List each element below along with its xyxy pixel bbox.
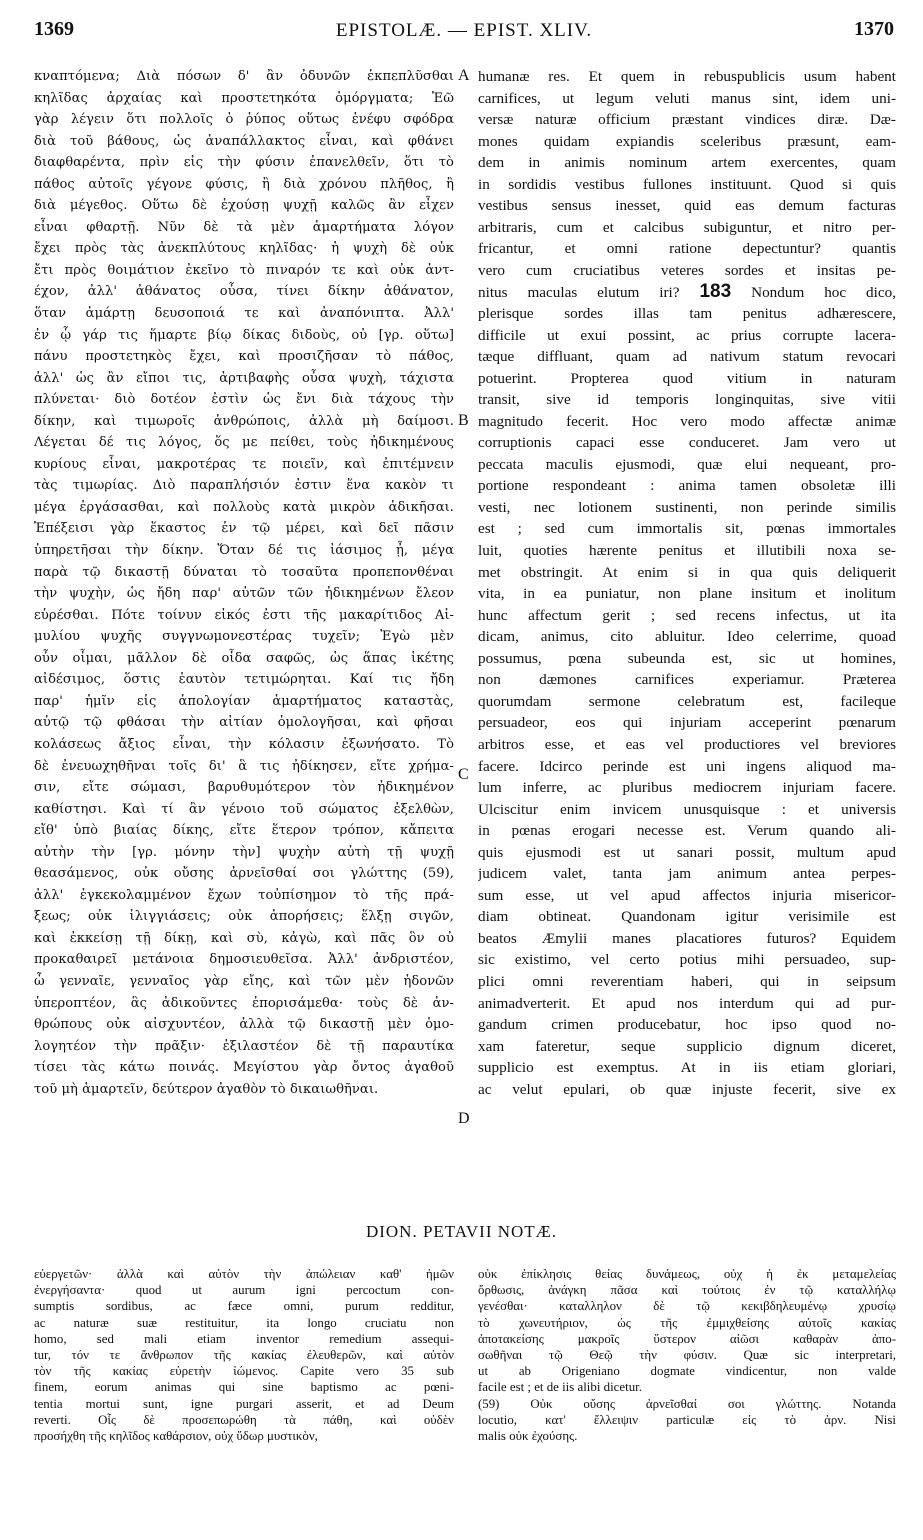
text-line: ac naturæ suæ restituitur, ita longo cruciatu non [34,1315,454,1330]
text-line: ἔτι πρὸς θοιμάτιον ἐκεῖνο τὸ πιναρόν τε καὶ οὐκ ἀντ- [34,262,454,278]
margin-letter-d: D [458,1110,470,1127]
text-line: homo, sed mali etiam inventor remedium assequi- [34,1331,454,1346]
text-line: ὑπεροπτέον, ἃς ἀδικοῦντες ἐπορισάμεθα· τοὺς δὲ ἀν- [34,995,454,1011]
text-line: εἶναι φθαρτῇ. Νῦν δὲ τὰ μὲν ἁμαρτήματα λόγον [34,219,454,235]
text-line: ὦ γενναῖε, γενναῖος γὰρ εἴης, καὶ τῶν μὲν ἡδονῶν [34,973,454,989]
text-line: portione respondeant : anima tamen obsoletæ illi [478,477,896,495]
text-line: corruptionis capaci esse conduceret. Jam vero ut [478,434,896,452]
text-line: αὐτὴν τὴν [γρ. μόνην τὴν] ψυχὴν αὐτὴ τῇ ψυχῇ [34,844,454,860]
text-line: supplicio est exemptus. At in iis etiam gloriari, [478,1059,896,1077]
text-line: ἐνεργήσαντα· quod ut aurum igni percoctum con- [34,1283,454,1298]
text-line: tur, τόν τε ἄνθρωπον τῆς κακίας ἐλευθερῶν, καὶ αὐτὸν [34,1347,454,1362]
text-line: difficile ut exui possint, ac prius corrupte lacera- [478,326,896,344]
text-line: καὶ ἐκκείσῃ τῇ δίκῃ, καὶ σὺ, κἀγὼ, καὶ πᾶς ὃν οὐ [34,930,454,946]
text-line: κναπτόμενα; Διὰ πόσων δ' ἂν ὀδυνῶν ἐκπεπλῦσθαι [34,69,454,84]
text-line-fragment: Nondum hoc dico, [731,284,896,302]
text-line: Λέγεται δέ τις λόγος, ὅς με πείθει, τοὺς ἠδικημένους [34,435,454,451]
text-line: πάθος αὐτοῖς γέγονε φύσις, ἢ διὰ χρόνου πλῆθος, ἢ [34,176,454,192]
text-line: tentia mortui sunt, igne purgari asserit, et ad Deum [34,1396,454,1411]
text-line: locutio, κατ' ἔλλειψιν particulæ εἰς τὸ ἀρν. Nisi [478,1412,896,1427]
text-line: vita, in ea puniatur, non plane insitum et inolitum [478,585,896,603]
text-line: λογητέον τὴν πρᾶξιν· ἐξιλαστέον δὲ τῇ παραυτίκα [34,1038,454,1054]
text-line: διὰ μέγεθος. Οὕτω δὲ ἐχούσῃ ψυχῇ καλῶς ἂν εἶχεν [34,198,454,214]
text-line: finem, eorum animas qui sine baptismo ac pœni- [34,1380,454,1395]
text-line: gandum crimen producebatur, hoc ipso quod no- [478,1016,896,1034]
text-line: τὸ χωνευτήριον, ὡς τῆς ἐμμιχθείσης αὐτοῖς κακίας [478,1315,896,1330]
text-line: beatos Æmylii manes placatiores futuros? Equidem [478,929,896,947]
text-line: Ulciscitur enim invicem unusquisque : et universis [478,800,896,818]
text-line: κηλῖδας ἀρχαίας καὶ προστετηκότα ὀμόργματα; Ἐῶ [34,90,454,106]
greek-text-column [34,66,454,1100]
text-line: εἴθ' ὑπὸ βιαίας δίκης, εἴτε ἕτερον τρόπον, κἄπειτα [34,823,454,839]
text-line: μέγα ἐργάσασθαι, καὶ πολλοὺς κατὰ μικρὸν ἀδικῆσαι. [34,499,454,515]
text-line: humanæ res. Et quem in rebuspublicis usum habent [478,68,896,85]
text-line: sumptis sordibus, ac fæce omni, purum redditur, [34,1299,454,1314]
text-line: γὰρ λέγειν ὅτι πολλοῖς ὁ ῥύπος οὕτως ἐνέφυ σφόδρα [34,112,454,128]
text-line: facere. Idcirco perinde est uni ingens aliquod ma- [478,757,896,775]
margin-letter-a: A [458,67,470,84]
text-line: οὐκ ἐπίκλησις θείας δυνάμεως, οὐχ ἡ ἐκ μεταμελείας [478,1267,896,1281]
text-line: αὐτῷ τῷ φθάσαι τὴν αἰτίαν ὁμολογῆσαι, καὶ φῆσαι [34,715,454,731]
text-line: met obstringit. At enim si in qua quis deliquerit [478,563,896,581]
text-line: οὖν οἶμαι, μᾶλλον δὲ οἶδα σαφῶς, ὡς ἅπας ἱκέτης [34,650,454,666]
text-line: ξεως; οὐκ ἰλιγγιάσεις; οὐκ ἀπορήσεις; ἕλξῃ σιγῶν, [34,909,454,925]
text-line: tæque diffluant, quam ad nativum statum revocari [478,348,896,366]
text-line: non dæmones carnifices experiamur. Præterea [478,671,896,689]
text-line: τὴν ψυχὴν, ὡς ἤδη παρ' αὐτῶν τῶν ἠδικημένων ἔλεον [34,586,454,602]
page-header [34,18,894,48]
text-line: τὰς τιμωρίας. Διὸ παραπλήσιόν ἐστιν ἕνα κακὸν τι [34,478,454,494]
text-line: σιν, εἴτε σώμασι, βαρυθυμότερον τὸν ἠδικημένον [34,780,454,796]
notes-heading: DION. PETAVII NOTÆ. [365,1222,558,1241]
text-line: lum inferre, ac pluribus mediocrem injuriam facere. [478,779,896,797]
text-line: plici omni reverentiam haberi, qui in seipsum [478,972,896,990]
text-line: mones quidam expiandis sceleribus præsunt, eam- [478,132,896,150]
running-title: EPISTOLÆ. — EPIST. XLIV. [335,20,593,41]
text-line: πάνυ προστετηκὸς ἔχει, καὶ προσιζῆσαν τὸ πάθος, [34,349,454,365]
text-line: κυρίους εἶναι, μακροτέρας τε ποιεῖν, καὶ ἐπιτέμνειν [34,456,454,472]
text-line: judicem valet, tanta jam animum antea perpes- [478,865,896,883]
text-line: sic existimo, vel certo potius mihi persuadeo, sup- [478,951,896,969]
text-line: transit, sive id temporis longinquitas, sive vitii [478,391,896,409]
text-line: τοῦ μὴ ἁμαρτεῖν, δεύτερον ἀγαθὸν τὸ δικαιωθῆναι. [34,1081,379,1097]
text-line: versæ naturæ officium præstant vindices diræ. Dæ- [478,111,896,129]
notes-left-column [34,1266,454,1444]
text-line: in pœnas erogari necesse est. Verum quando ali- [478,822,896,840]
text-line: προσήχθη τῆς κηλῖδος καθάρσιον, οὐχ ὕδωρ μυστικὸν, [34,1428,318,1443]
text-line: luit, quoties hærente penitus et illutibili noxa se- [478,542,896,560]
margin-letter-c: C [458,766,469,783]
text-line: hunc affectum gerit ; sed recens infectus, ut ita [478,606,896,624]
text-line: persuadeor, eos qui injuriam acceperint pœnarum [478,714,896,732]
text-line-fragment: nitus maculas elutum iri? [478,284,700,302]
text-line: ἔχει πρὸς τὰς ἀνεκπλύτους κηλῖδας· ἡ ψυχὴ δὲ οὐκ [34,241,454,257]
text-line: dem in animis nominum artem exercentes, quam [478,154,896,172]
text-line: εὑρέσθαι. Πότε τοίνυν εἰκός ἐστι τῆς μακαρίτιδος Αἰ- [34,607,454,623]
text-line: τίσει τὰς κάτω ποινάς. Μεγίστου γὰρ ὄντος ἀγαθοῦ [34,1060,454,1076]
text-line: προκαθαιρεῖ μετάνοια δημοσιευθεῖσα. Ἀλλ' ἀνδριστέον, [34,952,454,968]
text-line: arbitros esse, et eas vel productiores vel breviores [478,735,896,753]
text-line: ἀλλ' ἐγκεκολαμμένον ἔχων τοὐπίσημον τὸ τῆς πρά- [34,887,454,903]
text-line: arbitraris, cum et calcibus subiguntur, et nitro per- [478,218,896,236]
text-line: καθίστησι. Καὶ τί ἂν γένοιο τοῦ σώματος ἐξελθὼν, [34,801,454,817]
text-line: τὸν τῆς κακίας εὑρετὴν ἰώμενος. Capite vero 35 sub [34,1364,454,1379]
text-line: πλύνεται· διὸ δοτέον ἐστὶν ὡς ἔνι διὰ τάχους τὴν [34,392,454,408]
text-line: reverti. Οἷς δὲ προσεπωρώθη τὰ πάθη, καὶ οὐδὲν [34,1412,454,1427]
text-line: fricantur, et omni ratione depectuntur? quantis [478,240,896,258]
text-line: κολάσεως ἄξιος εἶναι, τὴν κόλασιν ἐξωνήσατο. Τὸ [34,736,454,752]
text-line: παρ' ἡμῖν εἰς ἀπολογίαν ἁμαρτήματος καταστὰς, [34,693,454,709]
text-line: σωθῆναι τῷ Θεῷ τὴν φύσιν. Quæ sic interpretari, [478,1347,896,1362]
text-line: ἀποτακείσης μακροῖς ὕστερον αἰῶσι καθαρὰν ἀπο- [478,1331,896,1346]
text-line: possumus, pœna subeunda est, sic ut homines, [478,649,896,667]
text-line: ἀλλ' ὡς ἂν εἴποι τις, ἀρτιβαφὴς οὖσα ψυχὴ, τάχιστα [34,370,454,386]
text-line: ὄρθωσις, ἀνάγκη πᾶσα καὶ τούτοις ἐν τῷ καταλλήλῳ [478,1283,896,1298]
text-line: sum esse, ut vel apud affectos injuria misericor- [478,886,896,904]
text-line: μυλίου ψυχῆς συγγνωμονεστέρας τυχεῖν; Ἐγὼ μὲν [34,629,454,645]
text-line: θρώπους οὐκ αἰσχυντέον, ἀλλὰ τῷ δικαστῇ μὲν ὁμο- [34,1017,454,1033]
margin-letter-b: B [458,412,469,429]
text-line: animadverterit. Et apud nos interdum qui ad pur- [478,994,896,1012]
text-line: (59) Οὐκ οὔσης ἀρνεῖσθαί σοι γλώττης. Notanda [478,1396,896,1411]
text-line: Ἐπέξεισι γὰρ ἕκαστος ἐν τῷ μέρει, καὶ δεῖ πᾶσιν [34,521,454,537]
notes-right-column [478,1266,896,1444]
text-line: ut ab Origeniano dogmate vindicentur, non valde [478,1364,896,1379]
text-line [478,281,896,303]
text-line: vesti, nec lotionem sustinenti, non perinde similis [478,498,896,516]
text-line: malis οὐκ ἐχούσης. [478,1428,578,1443]
text-line: αἰδέσιμος, ὅστις ἑαυτὸν τετιμώρηται. Καί τις ἤδη [34,672,454,688]
text-line: διαφθαρέντα, πρὶν εἰς τὴν φύσιν ἐπανελθεῖν, ὅτι τὸ [34,155,454,171]
page-number-left: 1369 [34,18,74,40]
text-line: facile est ; et de iis alibi dicetur. [478,1380,642,1395]
text-line: carnifices, ut legum veluti manus sint, idem uni- [478,89,896,107]
text-line: potuerint. Propterea quod vitium in naturam [478,369,896,387]
text-line: vestibus sensus inesset, quid eas demum facturas [478,197,896,215]
text-line: δίκην, καὶ τιμωροῖς ἀνθρώποις, ἀλλὰ μὴ δαίμοσι. [34,413,454,429]
text-line: γενέσθαι· καταλληλον δὲ τῷ κεκιβδηλευμένῳ χρυσίῳ [478,1299,896,1314]
text-line: θεασάμενος, οὐκ οὔσης ἀρνεῖσθαί σοι γλώττης (59), [34,866,454,882]
text-line: dicam, animus, cito abluitur. Ideo celerrime, quoad [478,628,896,646]
text-line: ὑπηρετῆσαι τὴν δίκην. Ὅταν δέ τις ἰάσιμος ᾖ, μέγα [34,543,454,559]
latin-text-column [478,66,896,1100]
text-line: quorumdam sermone celebratum est, facileque [478,692,896,710]
text-line: έχον, ἀλλ' ἀθάνατος οὖσα, τίνει δίκην ἀθάνατον, [34,284,454,300]
text-line: διὰ τοῦ βάθους, ὡς ἀναπάλλακτος εἶναι, καὶ φθάνει [34,133,454,149]
text-line: δὲ ἐνευωχηθῆναι τοῖς δι' ἃ τις ἠδίκησεν, εἴτε χρήμα- [34,758,454,774]
text-line: ἐν ᾧ γάρ τις ἥμαρτε βίῳ δίκας διδοὺς, οὐ [γρ. οὕτω] [34,327,454,343]
text-line: diam obtineat. Quandonam igitur verisimile est [478,908,896,926]
text-line: in sordidis vestibus fullones instituunt. Quod si quis [478,175,896,193]
text-line: est ; sed cum immortalis sit, pœnas immortales [478,520,896,538]
text-line: ὅταν ἁμάρτῃ δευσοποιά τε καὶ ἀναπόνιπτα. Ἀλλ' [34,306,454,322]
text-line: peccata maculis ejusmodi, quæ elui nequeant, pro- [478,455,896,473]
text-line: quis ejusmodi est ut sanari possit, multum apud [478,843,896,861]
text-line: ac velut epulari, ob quæ injuste fecerit, sive ex [478,1080,896,1098]
page-number-right: 1370 [854,18,894,40]
text-line: vero cum cruciatibus veteres sordes et insitas pe- [478,261,896,279]
column-number-marker: 183 [699,281,732,303]
text-line: παρὰ τῷ δικαστῇ δύναται τὸ τοσαῦτα προπεπονθέναι [34,564,454,580]
text-line: plerisque sordes illas tam penitus adhærescere, [478,305,896,323]
text-line: εὐεργετῶν· ἀλλὰ καὶ αὐτὸν τὴν ἀπώλειαν καθ' ἡμῶν [34,1267,454,1281]
text-line: magnitudo fecerit. Hoc vero modo affectæ animæ [478,412,896,430]
text-line: xam fateretur, seque supplicio dignum diceret, [478,1037,896,1055]
